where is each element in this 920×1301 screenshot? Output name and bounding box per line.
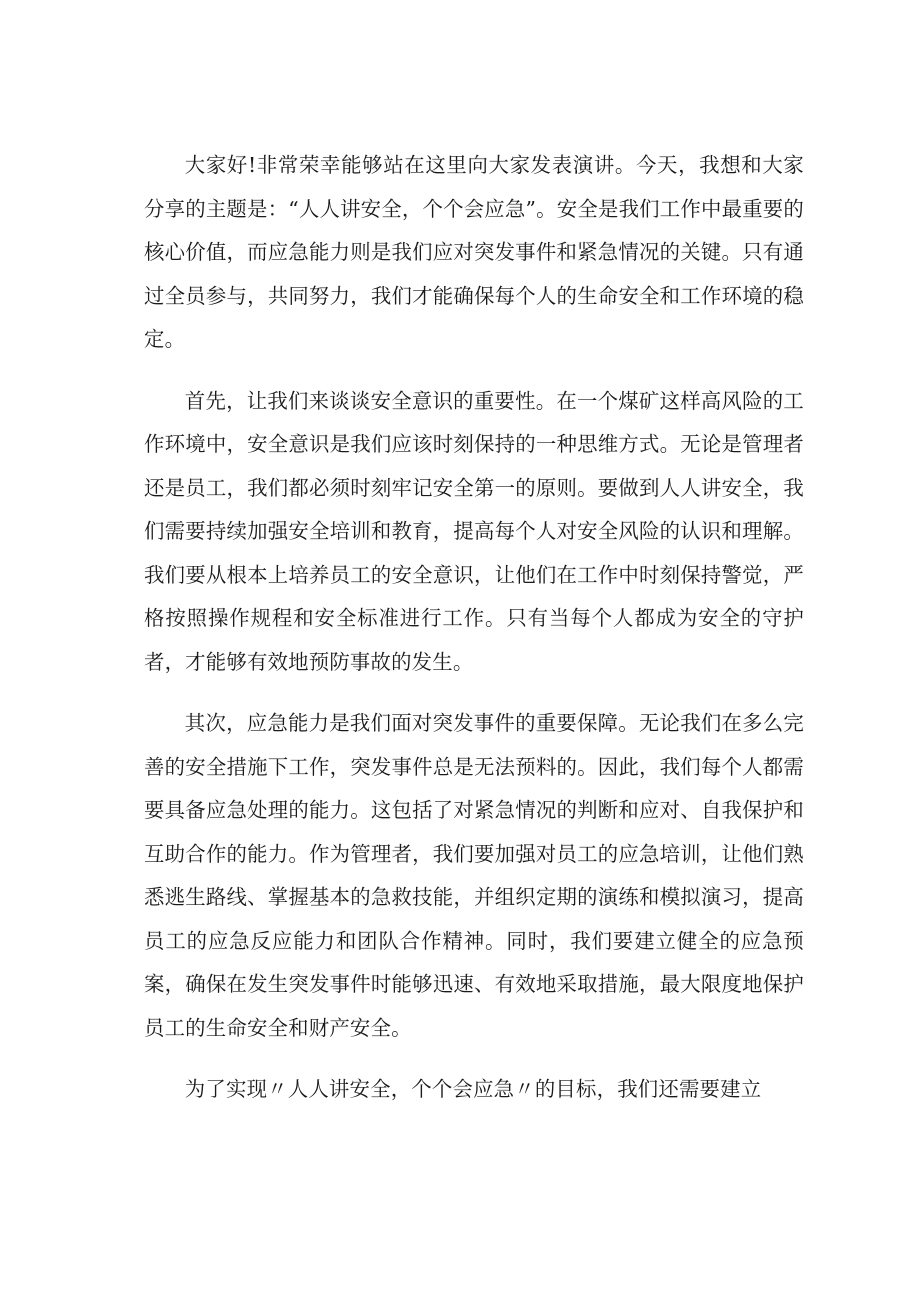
paragraph-goal: 为了实现〃人人讲安全，个个会应急〃的目标，我们还需要建立 (184, 1077, 762, 1101)
paragraph-intro: 大家好!非常荣幸能够站在这里向大家发表演讲。今天，我想和大家分享的主题是：“人人讲安全，个个会应急”。安全是我们工作中最重要的核心价值，而应急能力则是我们应对突发事件和紧急情况的关键。只有通过全员参与，共同努力，我们才能确保每个人的生命安全和工作环境的稳定。 (144, 153, 804, 351)
document-body (144, 144, 804, 1130)
paragraph-emergency-capability: 其次，应急能力是我们面对突发事件的重要保障。无论我们在多么完善的安全措施下工作，突发事件总是无法预料的。因此，我们每个人都需要具备应急处理的能力。这包括了对紧急情况的判断和应对、自我保护和互助合作的能力。作为管理者，我们要加强对员工的应急培训，让他们熟悉逃生路线、掌握基本的急救技能，并组织定期的演练和模拟演习，提高员工的应急反应能力和团队合作精神。同时，我们要建立健全的应急预案，确保在发生突发事件时能够迅速、有效地采取措施，最大限度地保护员工的生命安全和财产安全。 (144, 711, 804, 1040)
paragraph-safety-awareness: 首先，让我们来谈谈安全意识的重要性。在一个煤矿这样高风险的工作环境中，安全意识是我们应该时刻保持的一种思维方式。无论是管理者还是员工，我们都必须时刻牢记安全第一的原则。要做到人人讲安全，我们需要持续加强安全培训和教育，提高每个人对安全风险的认识和理解。我们要从根本上培养员工的安全意识，让他们在工作中时刻保持警觉，严格按照操作规程和安全标准进行工作。只有当每个人都成为安全的守护者，才能够有效地预防事故的发生。 (144, 388, 804, 674)
